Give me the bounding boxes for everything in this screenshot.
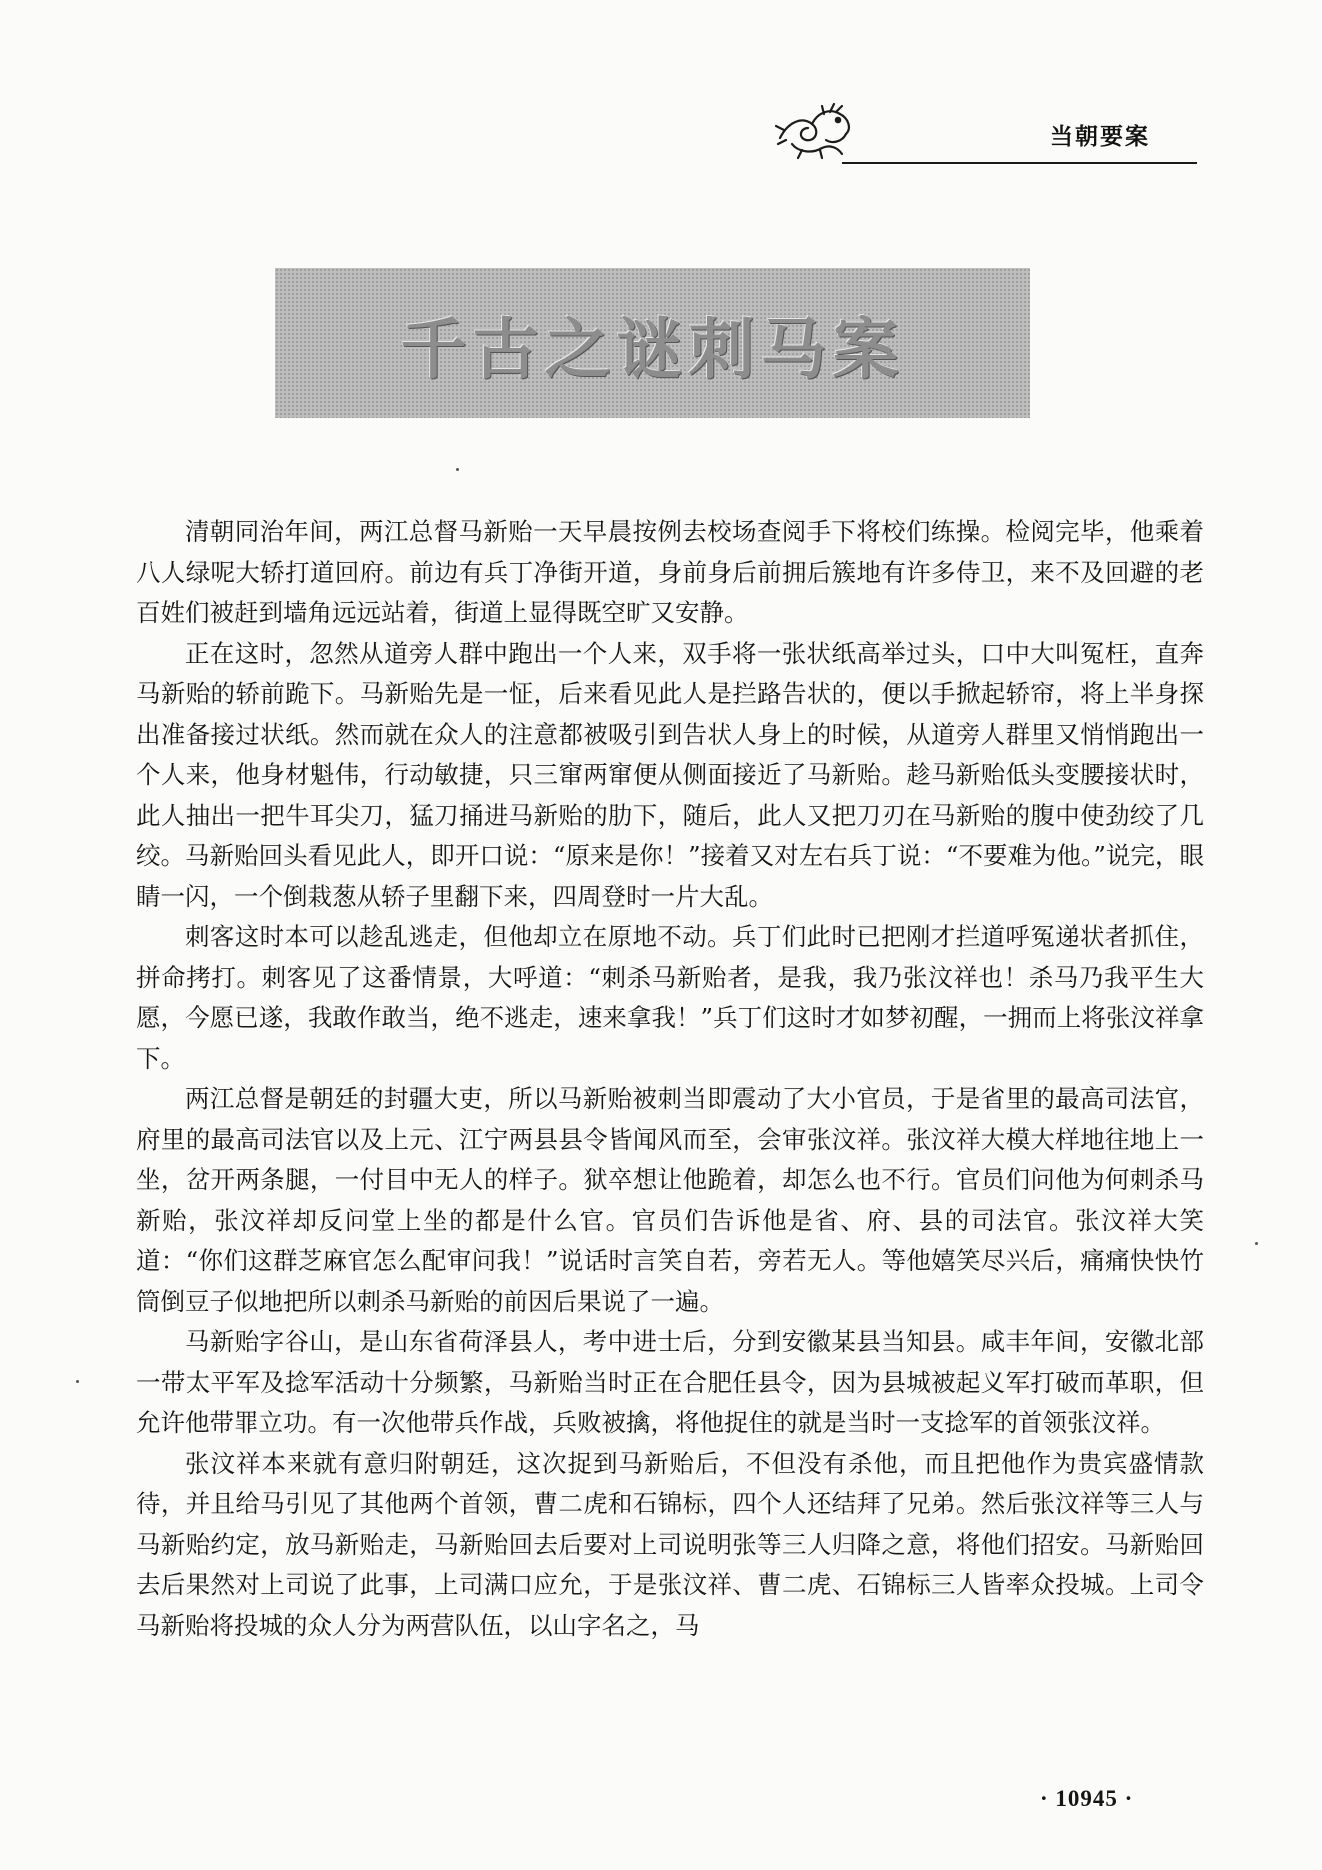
running-header-title: 当朝要案: [1050, 124, 1150, 150]
dragon-emblem-icon: [772, 100, 864, 160]
title-banner: [275, 268, 1030, 418]
article-body: [136, 512, 1204, 1646]
page-number: · 10945 ·: [1040, 1786, 1134, 1811]
paragraph: 张汶祥本来就有意归附朝廷，这次捉到马新贻后，不但没有杀他，而且把他作为贵宾盛情款待，并且给马引见了其他两个首领，曹二虎和石锦标，四个人还结拜了兄弟。然后张汶祥等三人与马新贻约定，放马新贻走，马新贻回去后要对上司说明张等三人归降之意，将他们招安。马新贻回去后果然对上司说了此事，上司满口应允，于是张汶祥、曹二虎、石锦标三人皆率众投城。上司令马新贻将投城的众人分为两营队伍，以山字名之，马: [136, 1448, 1204, 1640]
scan-speck: [456, 468, 459, 471]
paragraph: 马新贻字谷山，是山东省荷泽县人，考中进士后，分到安徽某县当知县。咸丰年间，安徽北部一带太平军及捻军活动十分频繁，马新贻当时正在合肥任县令，因为县城被起义军打破而革职，但允许他带罪立功。有一次他带兵作战，兵败被擒，将他捉住的就是当时一支捻军的首领张汶祥。: [136, 1327, 1204, 1437]
header-rule: [842, 162, 1197, 164]
scan-speck: [1255, 1242, 1258, 1245]
article-title: 千古之谜刺马案: [400, 309, 905, 388]
paragraph: 清朝同治年间，两江总督马新贻一天早晨按例去校场查阅手下将校们练操。检阅完毕，他乘着八人绿呢大轿打道回府。前边有兵丁净街开道，身前身后前拥后簇地有许多侍卫，来不及回避的老百姓们被赶到墙角远远站着，街道上显得既空旷又安静。: [136, 517, 1204, 627]
paragraph: 正在这时，忽然从道旁人群中跑出一个人来，双手将一张状纸高举过头，口中大叫冤枉，直奔马新贻的轿前跪下。马新贻先是一怔，后来看见此人是拦路告状的，便以手掀起轿帘，将上半身探出准备接过状纸。然而就在众人的注意都被吸引到告状人身上的时候，从道旁人群里又悄悄跑出一个人来，他身材魁伟，行动敏捷，只三窜两窜便从侧面接近了马新贻。趁马新贻低头变腰接状时，此人抽出一把牛耳尖刀，猛刀捅进马新贻的肋下，随后，此人又把刀刃在马新贻的腹中使劲绞了几绞。马新贻回头看见此人，即开口说：“原来是你！”接着又对左右兵丁说：“不要难为他。”说完，眼睛一闪，一个倒栽葱从轿子里翻下来，四周登时一片大乱。: [136, 638, 1204, 911]
paragraph: 两江总督是朝廷的封疆大吏，所以马新贻被刺当即震动了大小官员，于是省里的最高司法官，府里的最高司法官以及上元、江宁两县县令皆闻风而至，会审张汶祥。张汶祥大模大样地往地上一坐，岔开两条腿，一付目中无人的样子。狱卒想让他跪着，却怎么也不行。官员们问他为何刺杀马新贻，张汶祥却反问堂上坐的都是什么官。官员们告诉他是省、府、县的司法官。张汶祥大笑道：“你们这群芝麻官怎么配审问我！”说话时言笑自若，旁若无人。等他嬉笑尽兴后，痛痛快快竹筒倒豆子似地把所以刺杀马新贻的前因后果说了一遍。: [136, 1084, 1204, 1316]
scan-speck: [76, 1380, 79, 1383]
paragraph: 刺客这时本可以趁乱逃走，但他却立在原地不动。兵丁们此时已把刚才拦道呼冤递状者抓住，拼命拷打。刺客见了这番情景，大呼道：“刺杀马新贻者，是我，我乃张汶祥也！杀马乃我平生大愿，今愿已遂，我敢作敢当，绝不逃走，速来拿我！”兵丁们这时才如梦初醒，一拥而上将张汶祥拿下。: [136, 922, 1204, 1073]
